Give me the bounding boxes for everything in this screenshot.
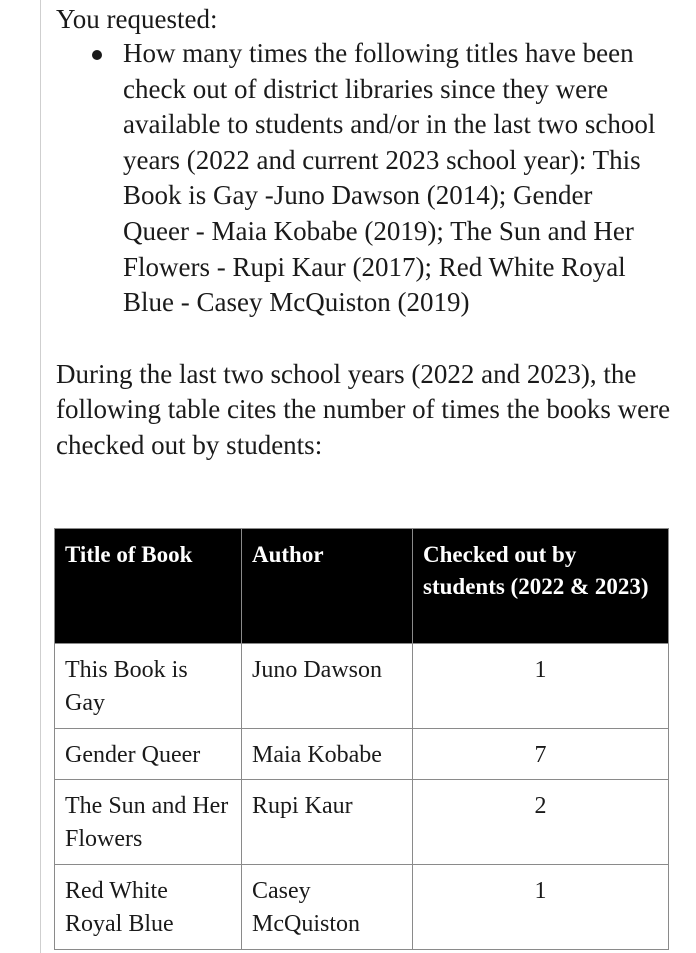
cell-count: 2 [413,780,669,865]
table-row [55,865,669,950]
table-header-row [55,529,669,644]
bullet-icon [92,50,102,60]
request-list [56,36,676,321]
header-author: Author [242,529,413,644]
table-row [55,644,669,729]
cell-title: The Sun and Her Flowers [55,780,242,865]
checkout-table [54,528,669,950]
header-count: Checked out by students (2022 & 2023) [413,529,669,644]
cell-title: Gender Queer [55,729,242,780]
header-title: Title of Book [55,529,242,644]
table-row [55,780,669,865]
request-heading: You requested: [56,4,218,34]
request-item-text: How many times the following titles have been check out of district libraries since they were available to students and/or in the last two school years (2022 and current 2023 school year): This Book is Gay -Juno Dawson (2014); Gender Queer - Maia Kobabe (2019); The Sun and Her Flowers - Rupi Kaur (2017); Red White Royal Blue - Casey McQuiston (2019) [123,38,656,318]
cell-count: 1 [413,865,669,950]
cell-author: Juno Dawson [242,644,413,729]
document-body [56,2,676,464]
request-item [56,36,663,321]
cell-author: Casey McQuiston [242,865,413,950]
cell-title: This Book is Gay [55,644,242,729]
cell-author: Maia Kobabe [242,729,413,780]
margin-rule [40,0,41,953]
cell-author: Rupi Kaur [242,780,413,865]
cell-title: Red White Royal Blue [55,865,242,950]
intro-paragraph: During the last two school years (2022 and 2023), the following table cites the number of times the books were checked out by students: [56,358,671,460]
cell-count: 1 [413,644,669,729]
table-row [55,729,669,780]
cell-count: 7 [413,729,669,780]
